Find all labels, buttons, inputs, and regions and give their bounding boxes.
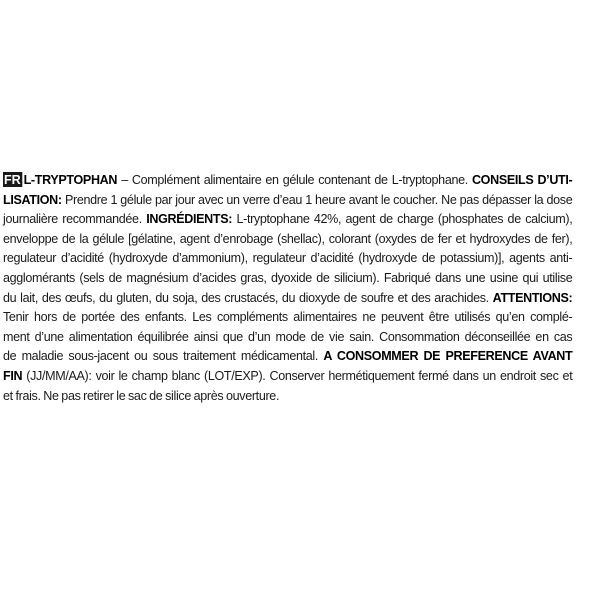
warnings-text-1: Tenir hors de portée des enfants. Les compléments alimentaires ne peuvent être utilisés qu’en complé- (3, 309, 573, 325)
language-badge-fr: FR (3, 172, 21, 187)
label-line-2 (3, 190, 572, 210)
ingredients-text-3: regulateur d’acidité (hydroxyde d’ammonium), regulateur d’acidité (hydroxyde de potassium)], agents anti- (3, 250, 573, 266)
usage-text-end: journalière recommandée. (3, 211, 147, 227)
product-name: L-TRYPTOPHAN (23, 172, 118, 187)
ingredients-text-1: L-tryptophane 42%, agent de charge (phosphates de calcium), (232, 211, 573, 227)
label-line-12 (3, 386, 572, 406)
label-line-4 (3, 229, 572, 249)
label-line-1 (3, 170, 572, 190)
product-description: – Complément alimentaire en gélule contenant de L-tryptophane. (117, 172, 472, 187)
label-line-8 (3, 307, 572, 327)
storage-text-1: (JJ/MM/AA): voir le champ blanc (LOT/EXP). Conserver hermétiquement fermé dans un endroit sec et (22, 367, 573, 383)
label-line-5 (3, 248, 572, 268)
warnings-text-2: ment d’une alimentation équilibrée ainsi que d’un mode de vie sain. Consommation déconseillée en cas (3, 328, 573, 344)
label-line-11 (3, 366, 572, 386)
ingredients-text-4: agglomérants (sels de magnésium d’acides gras, dyoxide de silicium). Fabriqué dans une usine qui utilise (3, 269, 573, 285)
warnings-heading: ATTENTIONS: (492, 289, 573, 305)
warnings-text-3: de maladie sous-jacent ou sous traitement médicamental. (3, 348, 324, 364)
best-before-heading-part2: FIN (3, 367, 23, 383)
ingredients-heading: INGRÉDIENTS: (146, 211, 233, 227)
best-before-heading-part1: A CONSOMMER DE PREFERENCE AVANT (323, 348, 573, 364)
allergens-text: du lait, des œufs, du gluten, du soja, des crustacés, du dioxyde de soufre et des arachides. (3, 289, 493, 305)
label-line-10 (3, 346, 572, 366)
usage-heading-part2: LISATION: (3, 191, 62, 207)
label-line-6 (3, 268, 572, 288)
product-label-text (3, 170, 572, 405)
label-line-3 (3, 209, 572, 229)
usage-heading-part1: CONSEILS D’UTI- (471, 172, 573, 187)
ingredients-text-2: enveloppe de la gélule [gélatine, agent d’enrobage (shellac), colorant (oxydes de fer et hydroxydes de fer), (3, 230, 573, 246)
storage-text-2: et frais. Ne pas retirer le sac de silice après ouverture. (3, 387, 280, 403)
label-line-9 (3, 327, 572, 347)
label-line-7 (3, 288, 572, 308)
usage-text: Prendre 1 gélule par jour avec un verre d’eau 1 heure avant le coucher. Ne pas dépasser la dose (61, 191, 573, 207)
